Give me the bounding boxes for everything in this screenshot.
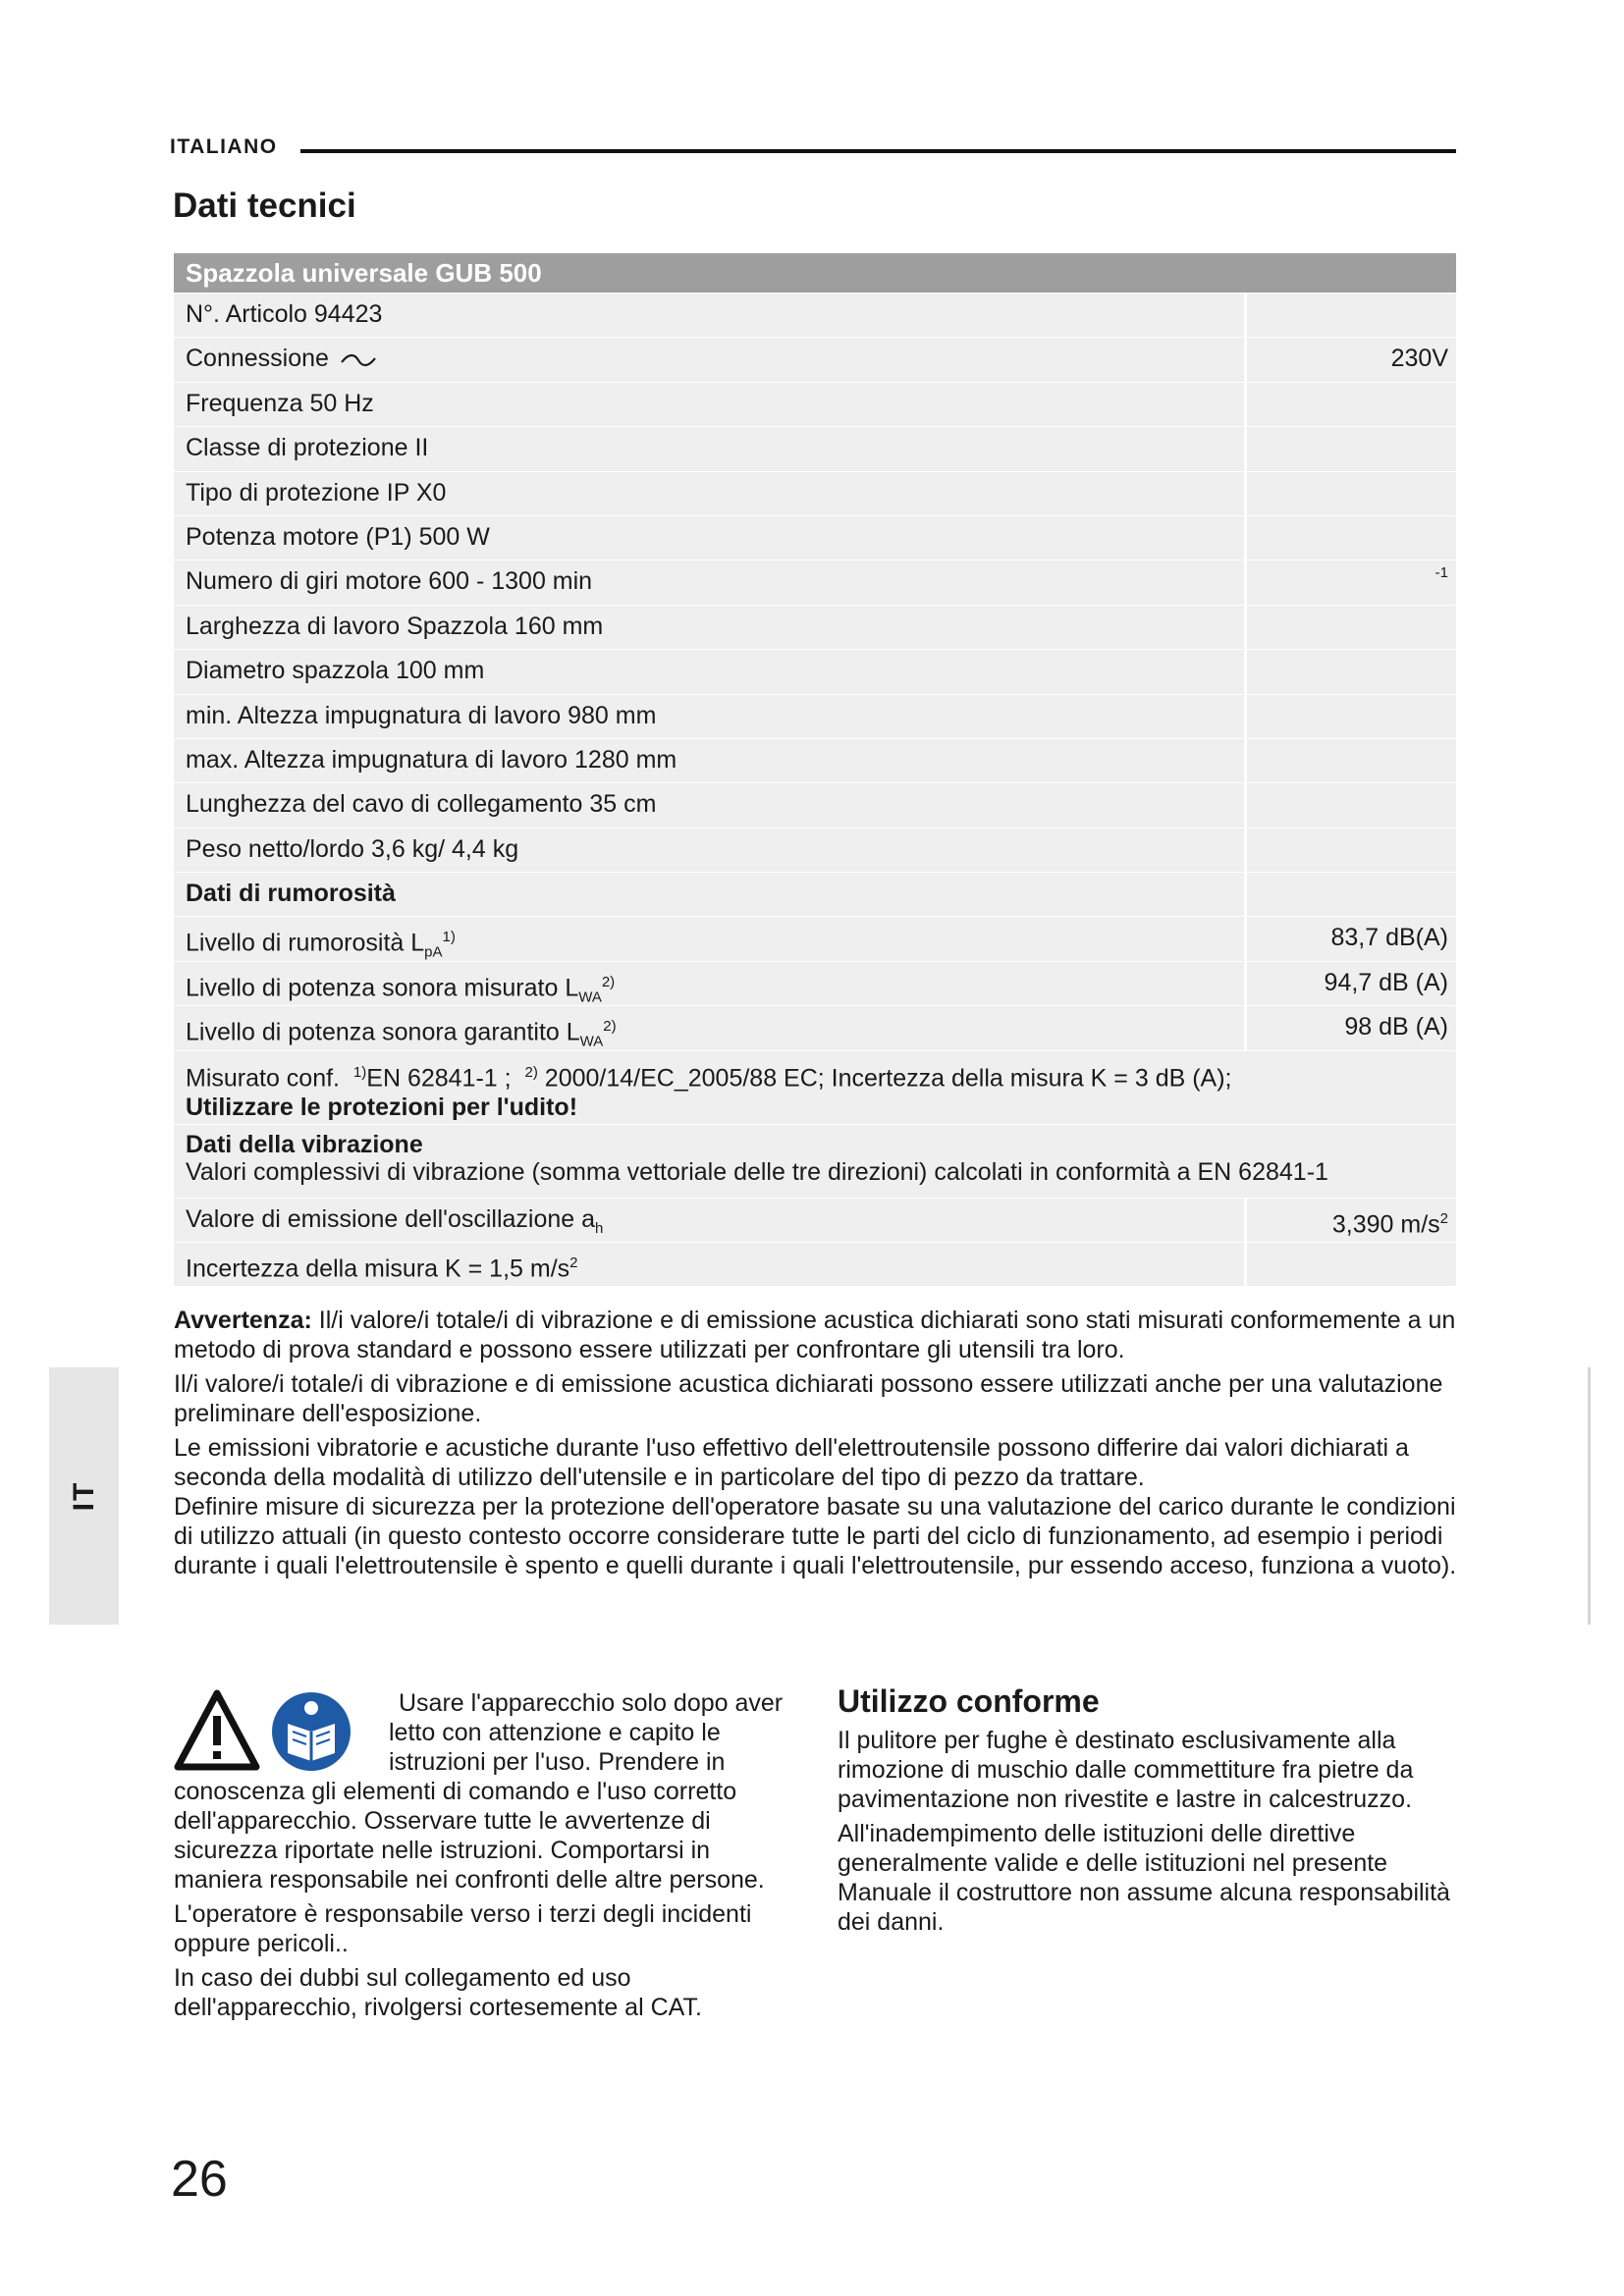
table-row bbox=[174, 1242, 1456, 1286]
table-row bbox=[174, 694, 1456, 738]
spec-value-cell bbox=[1247, 1199, 1456, 1242]
table-row bbox=[174, 1198, 1456, 1242]
intended-use-section bbox=[838, 1683, 1456, 1942]
footnote-marker: 1) bbox=[352, 1063, 367, 1081]
spec-label: min. Altezza impugnatura di lavoro 980 mm bbox=[174, 695, 1244, 738]
safety-icons bbox=[174, 1688, 385, 1777]
table-row bbox=[174, 337, 1456, 381]
spec-value: 83,7 dB(A) bbox=[1247, 917, 1456, 960]
spec-label: Livello di rumorosità L bbox=[186, 929, 425, 957]
safety-warning-section bbox=[174, 1688, 792, 2027]
footnote-marker: 1) bbox=[442, 929, 456, 946]
table-row bbox=[174, 961, 1456, 1005]
spec-value bbox=[1247, 294, 1456, 337]
table-row bbox=[174, 382, 1456, 426]
spec-label-cell bbox=[174, 917, 1244, 960]
footnote-marker: 2) bbox=[603, 1018, 617, 1036]
noise-section-heading: Dati di rumorosità bbox=[174, 873, 1244, 916]
empty-cell bbox=[1247, 1243, 1456, 1286]
spec-value-cell bbox=[1247, 561, 1456, 604]
measure-standard-2: 2000/14/EC_2005/88 EC; Incertezza della misura K = 3 dB (A); bbox=[544, 1063, 1232, 1092]
vibration-description: Valori complessivi di vibrazione (somma vettoriale delle tre direzioni) calcolati in conformità a EN 62841-1 bbox=[186, 1157, 1328, 1186]
empty-cell bbox=[1247, 873, 1456, 916]
spec-table bbox=[174, 253, 1456, 1286]
spec-table-heading: Spazzola universale GUB 500 bbox=[174, 253, 1456, 293]
notice-paragraph: Le emissioni vibratorie e acustiche durante l'uso effettivo dell'elettroutensile possono differire dai valori dichiarati a seconda della modalità di utilizzo dell'utensile e in particolare del tipo di pezzo da trattare. bbox=[174, 1434, 1409, 1491]
intended-use-title: Utilizzo conforme bbox=[838, 1683, 1100, 1719]
spec-label: Larghezza di lavoro Spazzola 160 mm bbox=[174, 606, 1244, 649]
warning-triangle-icon bbox=[178, 1693, 256, 1767]
ac-wave-icon bbox=[340, 353, 377, 367]
spec-label: Frequenza 50 Hz bbox=[174, 383, 1244, 426]
ear-protection-warning: Utilizzare le protezioni per l'udito! bbox=[186, 1093, 578, 1121]
spec-label: Livello di potenza sonora misurato L bbox=[186, 974, 579, 1002]
spec-label: N°. Articolo 94423 bbox=[174, 294, 1244, 337]
spec-value bbox=[1247, 516, 1456, 560]
warning-paragraph: Usare l'apparecchio solo dopo aver letto con attenzione e capito le istruzioni per l'uso. Prendere in conoscenza gli elementi di comando e l'uso corretto dell'apparecchio. Osservare tutte le avvertenze di sicurezza riportate nelle istruzioni. Comportarsi in maniera responsabile nei confronti delle altre persone. bbox=[174, 1689, 784, 1894]
notice-text: Il/i valore/i totale/i di vibrazione e di emissione acustica dichiarati sono stati misurati conformemente a un metodo di prova standard e possono essere utilizzati per confrontare gli utensili tra loro. bbox=[174, 1307, 1456, 1363]
superscript: 2 bbox=[569, 1255, 578, 1272]
spec-value-superscript: -1 bbox=[1435, 564, 1448, 582]
table-row bbox=[174, 605, 1456, 649]
subscript: WA bbox=[578, 988, 602, 1006]
measure-standard-1: EN 62841-1 ; bbox=[366, 1063, 512, 1092]
spec-label: Incertezza della misura K = 1,5 m/s bbox=[186, 1255, 570, 1283]
table-row bbox=[174, 828, 1456, 872]
spec-value bbox=[1247, 472, 1456, 515]
table-row bbox=[174, 916, 1456, 960]
spec-label: Potenza motore (P1) 500 W bbox=[174, 516, 1244, 560]
notice-label: Avvertenza: bbox=[174, 1307, 312, 1334]
spec-label: Connessione bbox=[186, 345, 329, 373]
notice-paragraph: Il/i valore/i totale/i di vibrazione e di emissione acustica dichiarati possono essere utilizzati anche per una valutazione preliminare dell'esposizione. bbox=[174, 1370, 1443, 1427]
subscript: pA bbox=[424, 943, 443, 961]
spec-label-cell bbox=[174, 338, 1244, 381]
table-row bbox=[174, 1005, 1456, 1049]
superscript: 2 bbox=[1439, 1209, 1448, 1227]
table-row bbox=[174, 649, 1456, 693]
spec-value bbox=[1247, 695, 1456, 738]
vibration-section bbox=[174, 1125, 1456, 1198]
spec-label-cell bbox=[174, 962, 1244, 1005]
spec-label: Lunghezza del cavo di collegamento 35 cm bbox=[174, 783, 1244, 827]
table-row bbox=[174, 738, 1456, 782]
warning-paragraph: L'operatore è responsabile verso i terzi degli incidenti oppure pericoli.. bbox=[174, 1900, 752, 1957]
intended-use-paragraph: Il pulitore per fughe è destinato esclusivamente alla rimozione di muschio dalle commettiture fra pietre da pavimentazione non rivestite e lastre in calcestruzzo. bbox=[838, 1727, 1414, 1813]
footnote-marker: 2) bbox=[524, 1063, 538, 1081]
table-row bbox=[174, 1124, 1456, 1198]
spec-value bbox=[1247, 650, 1456, 693]
table-row bbox=[174, 293, 1456, 337]
spec-value bbox=[1247, 606, 1456, 649]
spec-value bbox=[1247, 739, 1456, 782]
notice-paragraph bbox=[174, 1306, 1460, 1364]
warning-paragraph: In caso dei dubbi sul collegamento ed uso dell'apparecchio, rivolgersi cortesemente al CAT. bbox=[174, 1964, 702, 2021]
spec-value bbox=[1247, 427, 1456, 470]
spec-value: 94,7 dB (A) bbox=[1247, 962, 1456, 1005]
spec-label-cell bbox=[174, 1199, 1244, 1242]
side-tab-label: IT bbox=[67, 1480, 100, 1512]
table-row bbox=[174, 782, 1456, 827]
table-row bbox=[174, 471, 1456, 515]
spec-value: 98 dB (A) bbox=[1247, 1006, 1456, 1049]
measurement-note bbox=[174, 1051, 1456, 1124]
table-row bbox=[174, 515, 1456, 560]
notice-section bbox=[174, 1306, 1460, 1585]
spec-value bbox=[1247, 783, 1456, 827]
table-row bbox=[174, 1050, 1456, 1124]
subscript: h bbox=[595, 1219, 604, 1237]
language-label: ITALIANO bbox=[170, 135, 278, 158]
spec-label: Valore di emissione dell'oscillazione a bbox=[186, 1204, 596, 1233]
header-rule bbox=[300, 149, 1456, 153]
spec-value bbox=[1247, 828, 1456, 872]
footnote-marker: 2) bbox=[601, 973, 616, 990]
spec-value: 3,390 m/s bbox=[1331, 1209, 1440, 1238]
intended-use-paragraph: All'inadempimento delle istituzioni delle direttive generalmente valide e delle istituzioni nel presente Manuale il costruttore non assume alcuna responsabilità dei danni. bbox=[838, 1820, 1450, 1936]
spec-label: max. Altezza impugnatura di lavoro 1280 mm bbox=[174, 739, 1244, 782]
language-side-tab bbox=[49, 1367, 119, 1625]
page-number: 26 bbox=[171, 2151, 228, 2208]
spec-label: Tipo di protezione IP X0 bbox=[174, 472, 1244, 515]
spec-label: Diametro spazzola 100 mm bbox=[174, 650, 1244, 693]
vibration-section-heading: Dati della vibrazione bbox=[186, 1130, 423, 1158]
spec-label: Peso netto/lordo 3,6 kg/ 4,4 kg bbox=[174, 828, 1244, 872]
measure-prefix: Misurato conf. bbox=[186, 1063, 341, 1092]
subscript: WA bbox=[579, 1033, 604, 1050]
spec-label: Livello di potenza sonora garantito L bbox=[186, 1018, 580, 1046]
page-header bbox=[170, 132, 1456, 165]
spec-label: Classe di protezione II bbox=[174, 427, 1244, 470]
page-title: Dati tecnici bbox=[173, 187, 356, 225]
spec-label-cell bbox=[174, 1243, 1244, 1286]
table-row bbox=[174, 426, 1456, 470]
spec-label: Numero di giri motore 600 - 1300 min bbox=[174, 561, 1244, 604]
spec-value: 230V bbox=[1247, 338, 1456, 381]
table-row bbox=[174, 560, 1456, 604]
read-manual-icon bbox=[272, 1692, 351, 1771]
side-margin-line bbox=[1588, 1367, 1591, 1625]
notice-paragraph: Definire misure di sicurezza per la protezione dell'operatore basate su una valutazione del carico durante le condizioni di utilizzo attuali (in questo contesto occorre considerare tutte le parti del ciclo di funzionamento, ad esempio i periodi durante i quali l'elettroutensile è spento e quelli durante i quali l'elettroutensile, pur essendo acceso, funziona a vuoto). bbox=[174, 1493, 1457, 1579]
spec-value bbox=[1247, 383, 1456, 426]
measurement-standards bbox=[186, 1058, 1456, 1093]
spec-label-cell bbox=[174, 1006, 1244, 1049]
table-row bbox=[174, 872, 1456, 916]
